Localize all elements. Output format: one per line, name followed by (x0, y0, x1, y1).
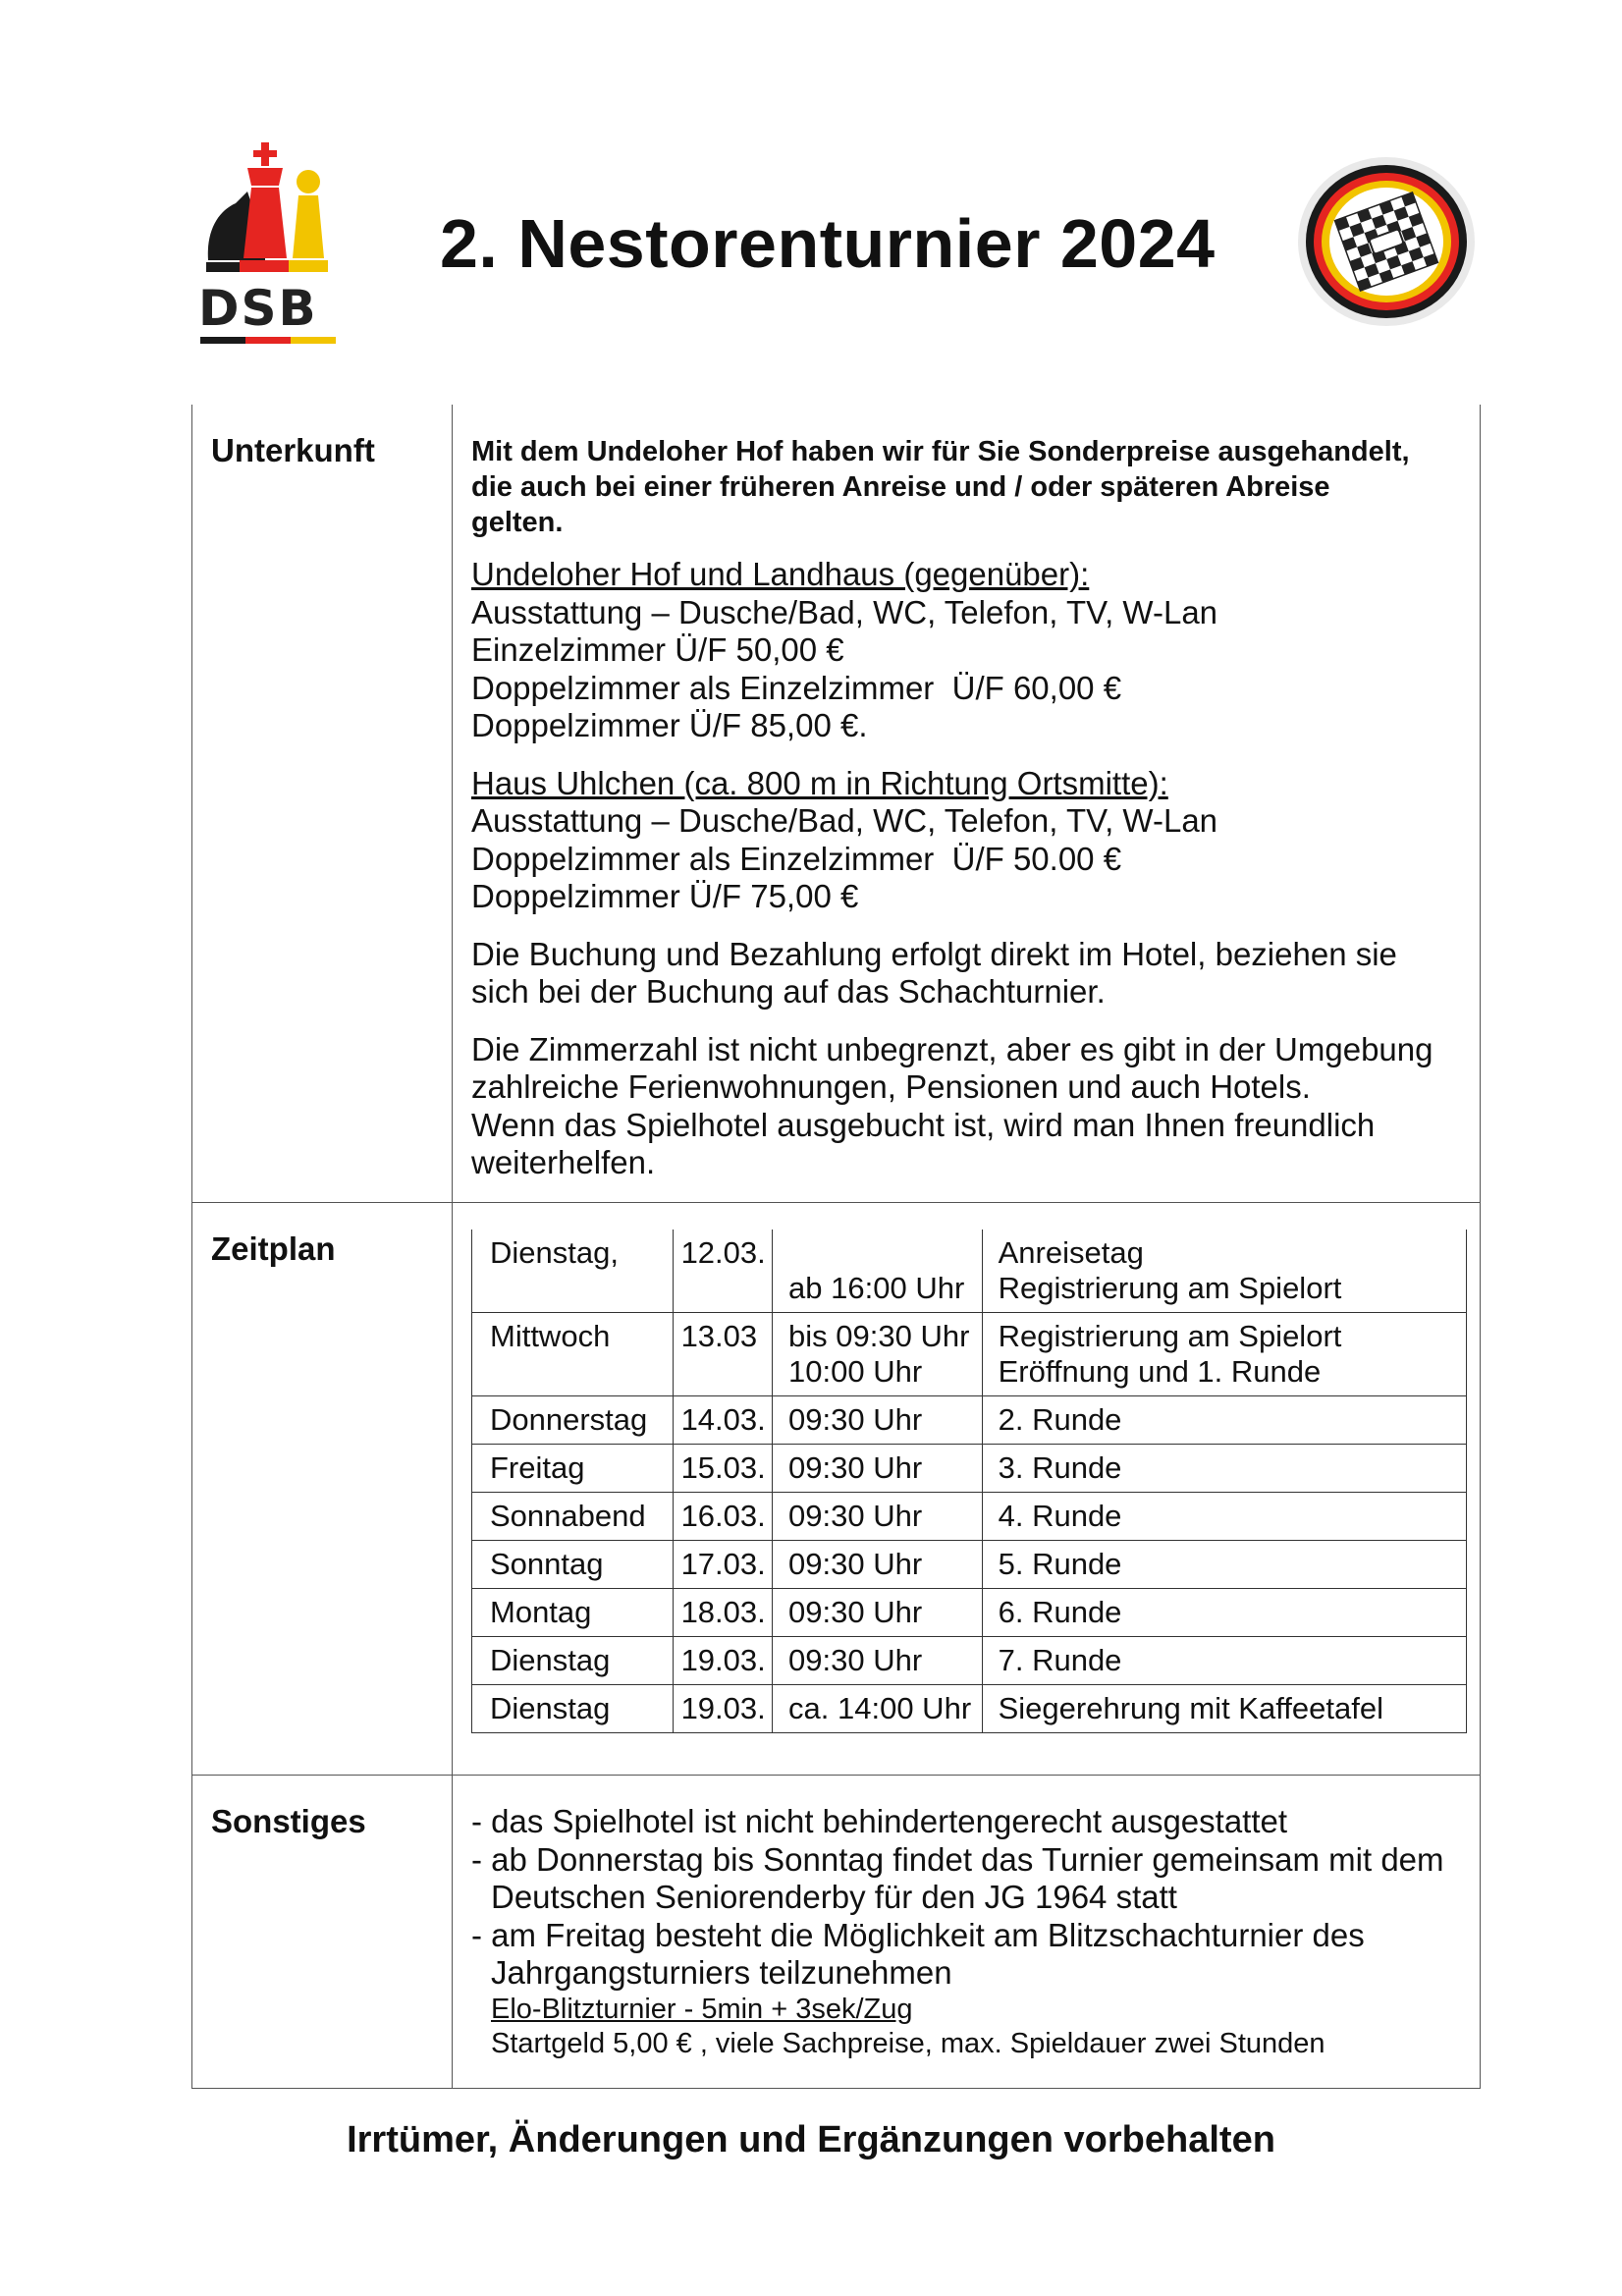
blitz-heading: Elo-Blitzturnier - 5min + 3sek/Zug (491, 1993, 913, 2025)
schedule-row (472, 1541, 1467, 1589)
schedule-row (472, 1313, 1467, 1396)
schedule-row (472, 1589, 1467, 1637)
schedule-row (472, 1685, 1467, 1733)
sonstiges-item: - am Freitag besteht die Möglichkeit am Blitzschachturnier des (471, 1916, 1365, 1953)
schedule-time (773, 1445, 983, 1493)
schedule-date: 16.03. (673, 1493, 772, 1541)
page-title: 2. Nestorenturnier 2024 (440, 205, 1216, 282)
schedule-time-line: 09:30 Uhr (788, 1643, 923, 1677)
schedule-event (982, 1637, 1466, 1685)
hotel1-line: Doppelzimmer Ü/F 85,00 €. (471, 707, 868, 743)
chessboard-seal-icon (1294, 154, 1479, 329)
booking-line: sich bei der Buchung auf das Schachturnier. (471, 973, 1106, 1010)
info-table (191, 405, 1481, 2089)
schedule-time-line: 09:30 Uhr (788, 1499, 923, 1533)
schedule-day: Dienstag (472, 1685, 674, 1733)
content-sonstiges (471, 1803, 1463, 2061)
schedule-date: 17.03. (673, 1541, 772, 1589)
schedule-date: 15.03. (673, 1445, 772, 1493)
sonstiges-item-cont: Jahrgangsturniers teilzunehmen (491, 1954, 952, 1991)
hotel1-line: Ausstattung – Dusche/Bad, WC, Telefon, TV, W-Lan (471, 593, 1218, 630)
label-sonstiges: Sonstiges (211, 1803, 366, 1839)
dsb-logo (196, 142, 339, 349)
hotel2-line: Ausstattung – Dusche/Bad, WC, Telefon, TV, W-Lan (471, 802, 1218, 839)
schedule-event-line: Anreisetag (998, 1235, 1144, 1270)
schedule-table (471, 1230, 1467, 1733)
hotel2-line: Doppelzimmer Ü/F 75,00 € (471, 878, 859, 914)
schedule-event (982, 1541, 1466, 1589)
schedule-day: Freitag (472, 1445, 674, 1493)
schedule-event (982, 1313, 1466, 1396)
schedule-row (472, 1493, 1467, 1541)
schedule-event-line: 2. Runde (998, 1402, 1122, 1437)
content-unterkunft (471, 434, 1463, 1182)
sonstiges-item: - ab Donnerstag bis Sonntag findet das Turnier gemeinsam mit dem (471, 1840, 1444, 1878)
schedule-event-line: Siegerehrung mit Kaffeetafel (998, 1691, 1383, 1725)
hotel2-heading: Haus Uhlchen (ca. 800 m in Richtung Ortsmitte): (471, 764, 1168, 801)
schedule-event-line: 4. Runde (998, 1499, 1122, 1533)
schedule-time (773, 1493, 983, 1541)
schedule-event (982, 1589, 1466, 1637)
schedule-date: 19.03. (673, 1637, 772, 1685)
schedule-time-line: bis 09:30 Uhr (788, 1319, 970, 1353)
sonstiges-item-cont: Deutschen Seniorenderby für den JG 1964 statt (491, 1879, 1177, 1915)
schedule-row (472, 1637, 1467, 1685)
schedule-day: Sonntag (472, 1541, 674, 1589)
rooms-line: Die Zimmerzahl ist nicht unbegrenzt, aber es gibt in der Umgebung (471, 1030, 1433, 1067)
schedule-day: Donnerstag (472, 1396, 674, 1445)
booking-line: Die Buchung und Bezahlung erfolgt direkt im Hotel, beziehen sie (471, 935, 1397, 972)
flag-stripe (200, 337, 336, 344)
schedule-time (773, 1313, 983, 1396)
schedule-row (472, 1396, 1467, 1445)
schedule-row (472, 1445, 1467, 1493)
dsb-logo-text: DSB (198, 280, 318, 337)
schedule-time (773, 1589, 983, 1637)
schedule-event (982, 1396, 1466, 1445)
schedule-time-line (788, 1235, 976, 1271)
schedule-time-line: 09:30 Uhr (788, 1402, 923, 1437)
schedule-time (773, 1685, 983, 1733)
label-zeitplan: Zeitplan (211, 1230, 336, 1267)
schedule-time (773, 1230, 983, 1313)
schedule-event (982, 1685, 1466, 1733)
rooms-line: weiterhelfen. (471, 1144, 656, 1180)
schedule-event-line: 5. Runde (998, 1547, 1122, 1581)
intro-line: die auch bei einer früheren Anreise und / oder späteren Abreise (471, 471, 1330, 503)
schedule-date: 13.03 (673, 1313, 772, 1396)
row-zeitplan (191, 1203, 1481, 1776)
senioren-seal-logo (1294, 154, 1479, 329)
schedule-day: Montag (472, 1589, 674, 1637)
schedule-event-line: 3. Runde (998, 1450, 1122, 1485)
schedule-row (472, 1230, 1467, 1313)
schedule-date: 14.03. (673, 1396, 772, 1445)
row-sonstiges (191, 1776, 1481, 2089)
schedule-time (773, 1396, 983, 1445)
hotel1-heading: Undeloher Hof und Landhaus (gegenüber): (471, 556, 1090, 592)
schedule-time (773, 1541, 983, 1589)
label-unterkunft: Unterkunft (211, 432, 375, 468)
hotel1-line: Doppelzimmer als Einzelzimmer Ü/F 60,00 € (471, 669, 1122, 706)
schedule-time-line: 09:30 Uhr (788, 1595, 923, 1629)
schedule-time-line: ab 16:00 Uhr (788, 1271, 965, 1305)
schedule-event (982, 1493, 1466, 1541)
schedule-event-line: 6. Runde (998, 1595, 1122, 1629)
blitz-details: Startgeld 5,00 € , viele Sachpreise, max. Spieldauer zwei Stunden (491, 2027, 1325, 2059)
schedule-event-line: Eröffnung und 1. Runde (998, 1354, 1322, 1389)
schedule-day: Sonnabend (472, 1493, 674, 1541)
row-unterkunft (191, 405, 1481, 1203)
footer-note: Irrtümer, Änderungen und Ergänzungen vorbehalten (347, 2119, 1275, 2160)
rooms-line: Wenn das Spielhotel ausgebucht ist, wird man Ihnen freundlich (471, 1106, 1376, 1143)
schedule-day: Mittwoch (472, 1313, 674, 1396)
schedule-day: Dienstag (472, 1637, 674, 1685)
rooms-line: zahlreiche Ferienwohnungen, Pensionen und auch Hotels. (471, 1068, 1311, 1105)
intro-line: Mit dem Undeloher Hof haben wir für Sie Sonderpreise ausgehandelt, (471, 436, 1410, 467)
schedule-time-line: 10:00 Uhr (788, 1354, 923, 1389)
intro-line: gelten. (471, 507, 564, 538)
schedule-time-line: 09:30 Uhr (788, 1450, 923, 1485)
schedule-event-line: Registrierung am Spielort (998, 1319, 1342, 1353)
schedule-date: 12.03. (673, 1230, 772, 1313)
sonstiges-item: - das Spielhotel ist nicht behindertengerecht ausgestattet (471, 1803, 1288, 1839)
schedule-event-line: 7. Runde (998, 1643, 1122, 1677)
schedule-time (773, 1637, 983, 1685)
schedule-time-line: 09:30 Uhr (788, 1547, 923, 1581)
schedule-day: Dienstag, (472, 1230, 674, 1313)
schedule-event (982, 1230, 1466, 1313)
schedule-event-line: Registrierung am Spielort (998, 1271, 1342, 1305)
schedule-time-line: ca. 14:00 Uhr (788, 1691, 972, 1725)
hotel2-line: Doppelzimmer als Einzelzimmer Ü/F 50.00 € (471, 840, 1122, 877)
schedule-event (982, 1445, 1466, 1493)
hotel1-line: Einzelzimmer Ü/F 50,00 € (471, 631, 844, 668)
schedule-date: 18.03. (673, 1589, 772, 1637)
schedule-date: 19.03. (673, 1685, 772, 1733)
